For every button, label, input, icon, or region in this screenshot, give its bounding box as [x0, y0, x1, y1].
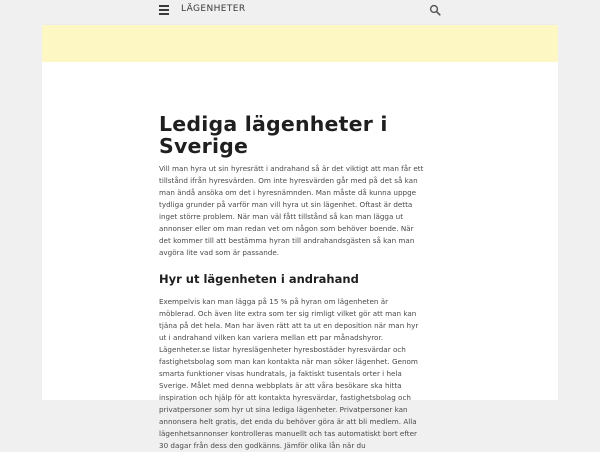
hamburger-menu-icon[interactable]	[159, 5, 169, 15]
article	[159, 113, 425, 452]
section-paragraph: Exempelvis kan man lägga på 15 % på hyran om lägenheten är möblerad. Och även lite extra som ter sig rimligt vilket gör att man kan tjäna på det hela. Man har även rätt att ta ut en deposition när man hyr ut i andrahand vilken kan variera mellan ett par månadshyror. Lägenheter.se listar hyreslägenheter hyresbostäder hyresvärdar och fastighetsbolag som man kan kontakta när man söker lägenhet. Genom smarta funktioner visas hundratals, ja faktiskt tusentals orter i hela Sverige. Målet med denna webbplats är att våra besökare ska hitta inspiration och hjälp för att kontakta hyresvärdar, fastighetsbolag och privatpersoner som hyr ut sina lediga lägenheter. Privatpersoner kan annonsera helt gratis, det enda du behöver göra är att bli medlem. Alla lägenhetsannonser kontrolleras manuellt och tas automatiskt bort efter 30 dagar från dess den godkänns. Jämför olika lån när du	[159, 297, 419, 450]
section-heading: Hyr ut lägenheten i andrahand	[159, 272, 359, 286]
page-title: Lediga lägenheter i Sverige	[159, 112, 388, 158]
advertisement-banner	[42, 24, 558, 63]
search-icon[interactable]	[429, 4, 441, 16]
site-title-link[interactable]: LÄGENHETER	[181, 4, 246, 14]
main-content	[42, 62, 558, 450]
top-navigation-bar	[0, 0, 600, 20]
intro-paragraph: Vill man hyra ut sin hyresrätt i andrahand så är det viktigt att man får ett tillstånd ifrån hyresvärden. Om inte hyresvärden går med på det så kan man ändå ansöka om det i hyresnämnden. Man måste då kunna uppge tydliga grunder på varför man vill hyra ut sin lägenhet. Oftast är detta inget större problem. När man väl fått tillstånd så kan man lägga ut annonser eller om man redan vet om någon som behöver boende. När det kommer till att bestämma hyran till andrahandsgästen så kan man avgöra lite vad som är passande.	[159, 164, 424, 257]
